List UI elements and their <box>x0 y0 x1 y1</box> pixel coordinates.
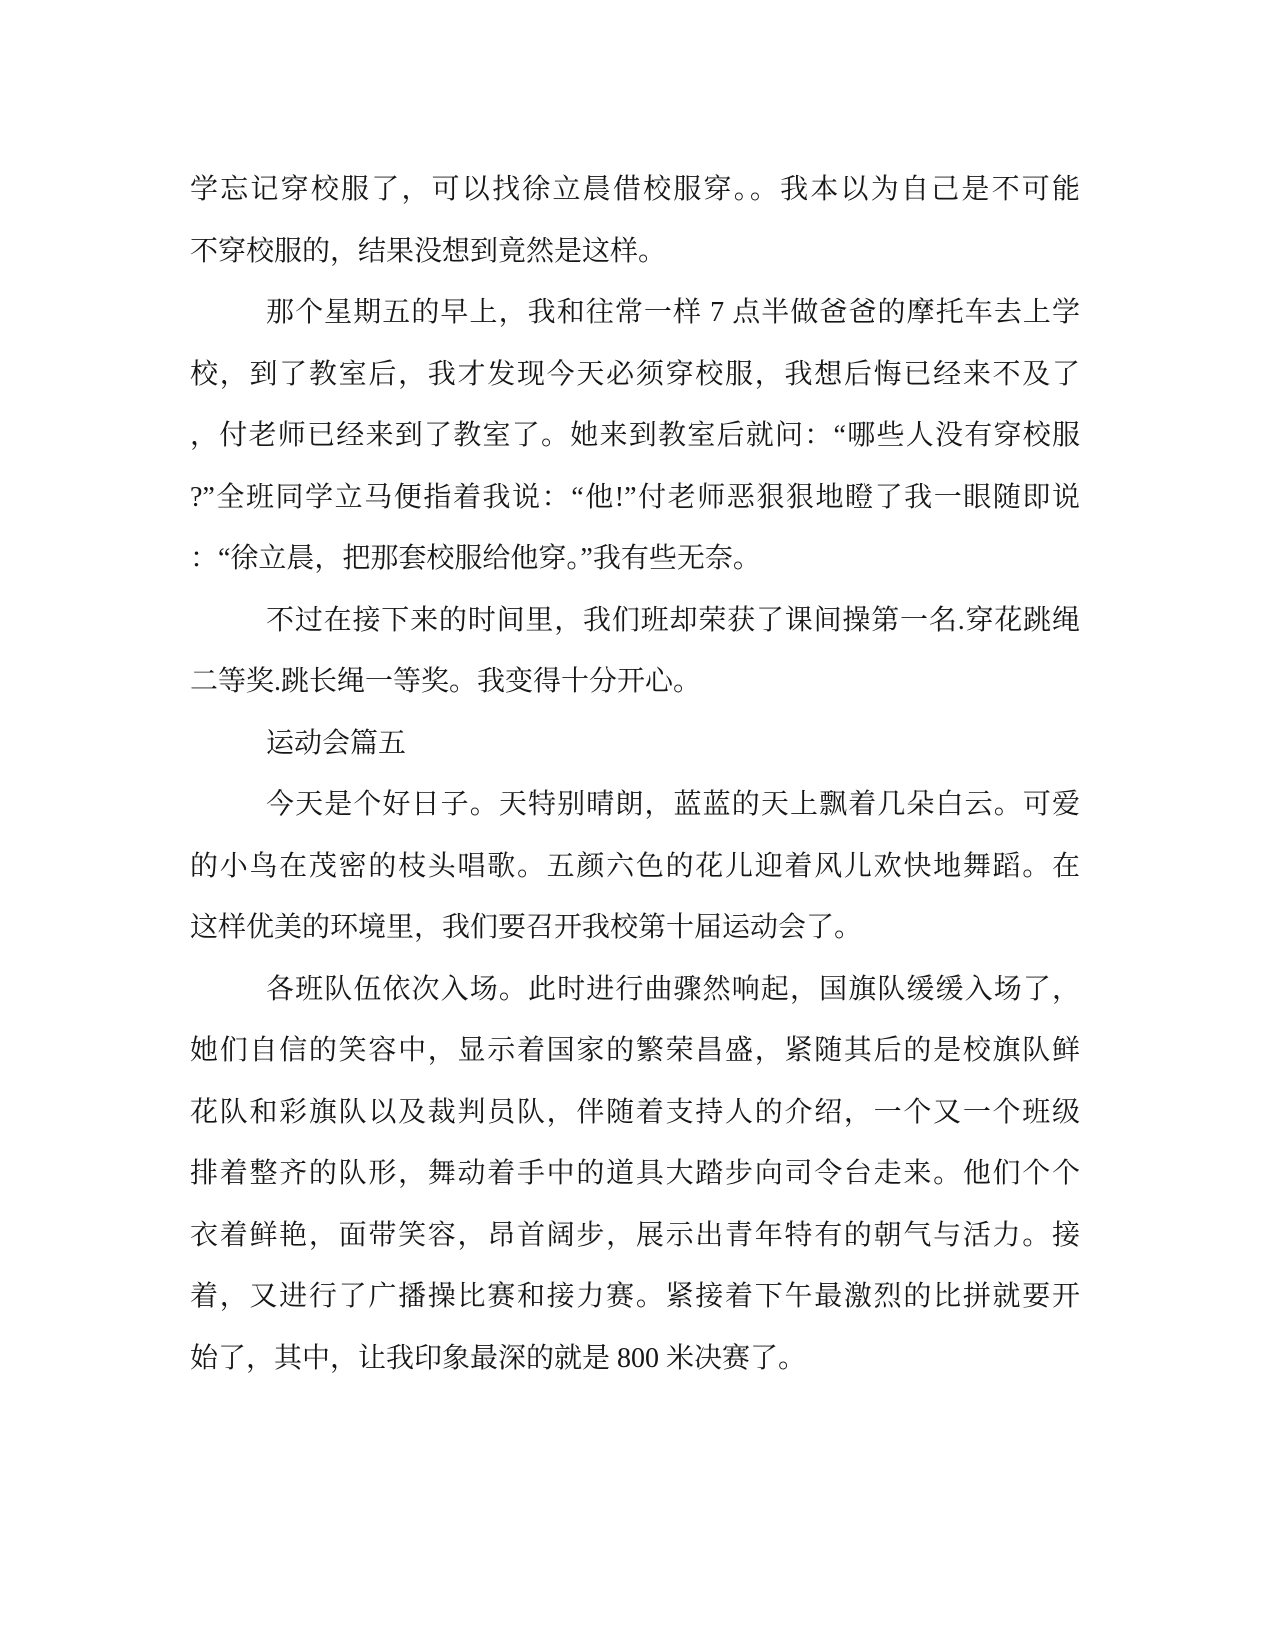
essay-text <box>190 159 1080 1389</box>
text-line: ?”全班同学立马便指着我说：“他!”付老师恶狠狠地瞪了我一眼随即说 <box>190 481 1080 513</box>
text-line: 的小鸟在茂密的枝头唱歌。五颜六色的花儿迎着风儿欢快地舞蹈。在 <box>190 850 1080 882</box>
text-line: 那个星期五的早上，我和往常一样 7 点半做爸爸的摩托车去上学 <box>266 297 1080 328</box>
text-line: 二等奖.跳长绳一等奖。我变得十分开心。 <box>190 666 702 697</box>
text-line: 今天是个好日子。天特别晴朗，蓝蓝的天上飘着几朵白云。可爱 <box>266 789 1080 820</box>
text-line: 不过在接下来的时间里，我们班却荣获了课间操第一名.穿花跳绳 <box>266 604 1080 636</box>
text-line: 这样优美的环境里，我们要召开我校第十届运动会了。 <box>190 912 863 943</box>
text-line: 排着整齐的队形，舞动着手中的道具大踏步向司令台走来。他们个个 <box>190 1158 1080 1189</box>
text-line: 衣着鲜艳，面带笑容，昂首阔步，展示出青年特有的朝气与活力。接 <box>190 1219 1080 1251</box>
text-line: 不穿校服的，结果没想到竟然是这样。 <box>190 235 667 267</box>
text-line: 运动会篇五 <box>266 727 407 759</box>
text-line: 校，到了教室后，我才发现今天必须穿校服，我想后悔已经来不及了 <box>190 358 1080 390</box>
text-line: 学忘记穿校服了，可以找徐立晨借校服穿。。我本以为自己是不可能 <box>190 174 1080 205</box>
text-line: 她们自信的笑容中，显示着国家的繁荣昌盛，紧随其后的是校旗队鲜 <box>190 1035 1080 1066</box>
text-line: 各班队伍依次入场。此时进行曲骤然响起，国旗队缓缓入场了， <box>266 973 1080 1005</box>
text-line: 着，又进行了广播操比赛和接力赛。紧接着下午最激烈的比拼就要开 <box>190 1281 1080 1312</box>
text-line: 花队和彩旗队以及裁判员队，伴随着支持人的介绍，一个又一个班级 <box>190 1096 1080 1128</box>
text-line: 始了，其中，让我印象最深的就是 800 米决赛了。 <box>190 1342 807 1374</box>
text-line: ，付老师已经来到了教室了。她来到教室后就问：“哪些人没有穿校服 <box>190 420 1080 451</box>
text-line: ：“徐立晨，把那套校服给他穿。”我有些无奈。 <box>190 543 761 574</box>
